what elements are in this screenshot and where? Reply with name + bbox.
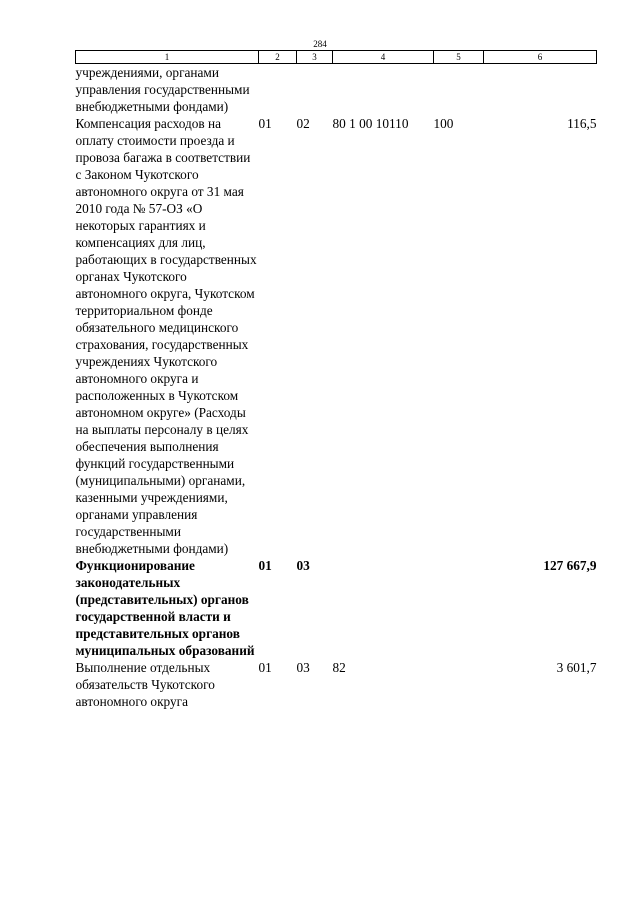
table-row: [76, 659, 597, 710]
table-row: [76, 557, 597, 659]
column-header-2: 2: [259, 51, 297, 64]
row-subsection: 03: [296, 660, 310, 675]
table-row: [76, 115, 597, 557]
row-section: [259, 64, 297, 116]
row-name: учреждениями, органами управления государственными внебюджетными фондами): [75, 65, 250, 114]
row-name: Выполнение отдельных обязательств Чукотского автономного округа: [75, 660, 215, 709]
row-section: 01: [258, 558, 272, 573]
row-amount: [484, 64, 597, 116]
row-name: Компенсация расходов на оплату стоимости проезда и провоза багажа в соответствии с Законом Чукотского автономного округа от 31 мая 2010 года № 57-ОЗ «О некоторых гарантиях и компенсациях для лиц, работающих в государственных органах Чукотского автономного округа, Чукотском территориальном фонде обязательного медицинского страхования, государственных учреждениях Чукотского автономного округа и расположенных в Чукотском автономном округе» (Расходы на выплаты персоналу в целях обеспечения выполнения функций государственными (муниципальными) органами, казенными учреждениями, органами управления государственными внебюджетными фондами): [75, 116, 257, 556]
column-header-5: 5: [434, 51, 484, 64]
row-type: 100: [433, 116, 454, 131]
column-header-6: 6: [484, 51, 597, 64]
table-header-row: [76, 51, 597, 64]
row-section: 01: [258, 116, 272, 131]
row-target: [333, 557, 434, 659]
row-subsection: 03: [296, 558, 310, 573]
row-amount: 127 667,9: [543, 558, 597, 573]
row-type: [434, 557, 484, 659]
row-target: 82: [332, 660, 346, 675]
row-amount: 3 601,7: [556, 660, 597, 675]
row-type: [434, 64, 484, 116]
row-amount: 116,5: [567, 116, 597, 131]
budget-table: [75, 50, 597, 710]
row-subsection: 02: [296, 116, 310, 131]
row-target: [333, 64, 434, 116]
row-name: Функционирование законодательных (представительных) органов государственной власти и представительных органов муниципальных образований: [75, 558, 255, 658]
page-number: 284: [313, 39, 327, 49]
column-header-4: 4: [333, 51, 434, 64]
column-header-3: 3: [297, 51, 333, 64]
row-section: 01: [258, 660, 272, 675]
row-subsection: [297, 64, 333, 116]
table-row: [76, 64, 597, 116]
row-target: 80 1 00 10110: [332, 116, 409, 131]
row-type: [434, 659, 484, 710]
column-header-1: 1: [76, 51, 259, 64]
